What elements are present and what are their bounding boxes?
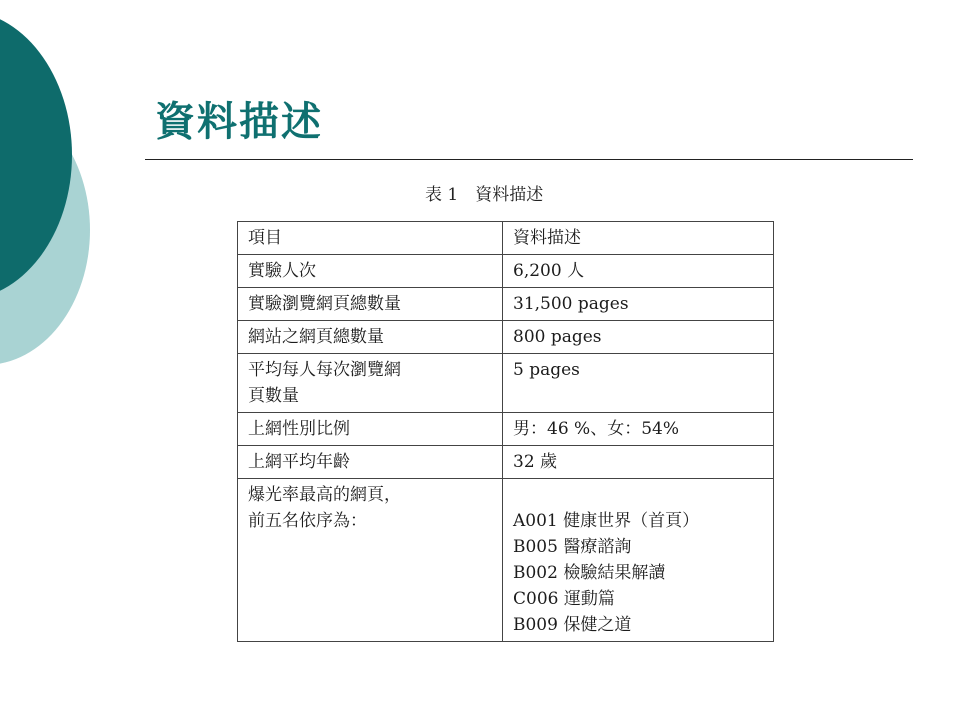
row-item-line: 平均每人每次瀏覽網 bbox=[248, 360, 401, 380]
top-page-entry: B005 醫療諮詢 bbox=[513, 537, 632, 557]
top-page-entry: C006 運動篇 bbox=[513, 589, 615, 609]
table-caption: 表 1 資料描述 bbox=[425, 185, 544, 205]
table-row bbox=[238, 255, 774, 288]
row-item-line: 爆光率最高的網頁， bbox=[248, 485, 401, 505]
table-row bbox=[238, 354, 774, 413]
header-desc: 資料描述 bbox=[503, 222, 774, 255]
table-header-row bbox=[238, 222, 774, 255]
row-item bbox=[238, 479, 503, 642]
data-description-table bbox=[237, 221, 774, 642]
row-item-line: 頁數量 bbox=[248, 386, 299, 406]
row-item: 實驗人次 bbox=[238, 255, 503, 288]
row-item: 上網性別比例 bbox=[238, 413, 503, 446]
table-row bbox=[238, 446, 774, 479]
row-item: 實驗瀏覽網頁總數量 bbox=[238, 288, 503, 321]
table-row bbox=[238, 479, 774, 642]
table-row bbox=[238, 288, 774, 321]
row-item: 網站之網頁總數量 bbox=[238, 321, 503, 354]
title-divider bbox=[145, 159, 913, 160]
row-item bbox=[238, 354, 503, 413]
row-desc: 32 歲 bbox=[503, 446, 774, 479]
row-desc: 5 pages bbox=[503, 354, 774, 413]
slide-title: 資料描述 bbox=[155, 99, 323, 145]
row-desc bbox=[503, 479, 774, 642]
row-desc: 男：46 %、女：54% bbox=[503, 413, 774, 446]
header-item: 項目 bbox=[238, 222, 503, 255]
top-page-entry: B002 檢驗結果解讀 bbox=[513, 563, 666, 583]
row-desc: 31,500 pages bbox=[503, 288, 774, 321]
table-row bbox=[238, 321, 774, 354]
row-item-line: 前五名依序為： bbox=[248, 511, 367, 531]
row-desc: 6,200 人 bbox=[503, 255, 774, 288]
row-item: 上網平均年齡 bbox=[238, 446, 503, 479]
top-page-entry: B009 保健之道 bbox=[513, 615, 632, 635]
row-desc: 800 pages bbox=[503, 321, 774, 354]
table-row bbox=[238, 413, 774, 446]
top-page-entry: A001 健康世界（首頁） bbox=[513, 511, 700, 531]
